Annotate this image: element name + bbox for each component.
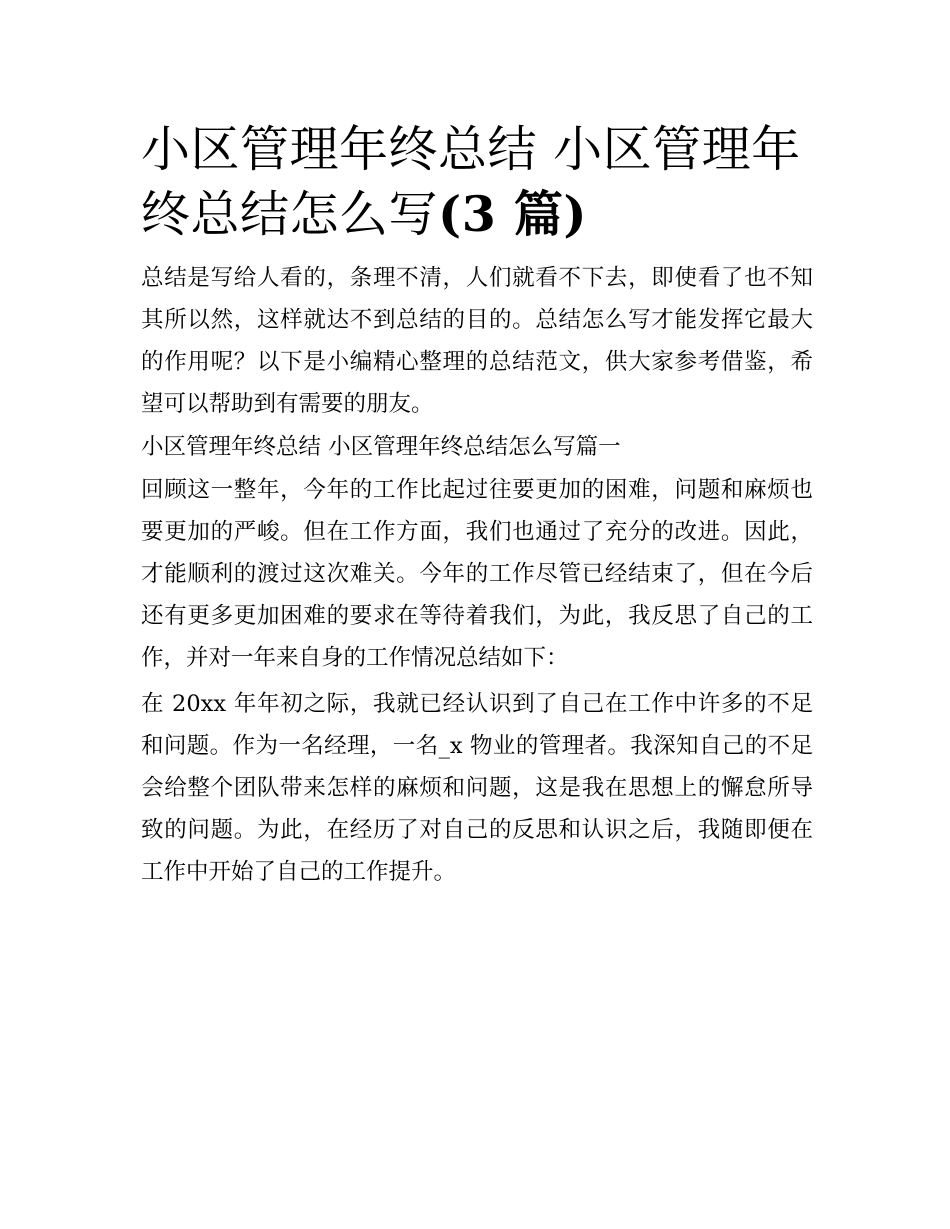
intro-paragraph: 总结是写给人看的，条理不清，人们就看不下去，即使看了也不知其所以然，这样就达不到总结的目的。总结怎么写才能发挥它最大的作用呢？以下是小编精心整理的总结范文，供大家参考借鉴，希望可以帮助到有需要的朋友。 (141, 265, 813, 417)
document-title (141, 118, 813, 247)
document-content (141, 118, 813, 893)
document-title-main: 小区管理年终总结 小区管理年终总结怎么写 (141, 121, 801, 243)
section-heading: 小区管理年终总结 小区管理年终总结怎么写篇一 (141, 434, 621, 460)
body-paragraph-1: 回顾这一整年，今年的工作比起过往要更加的困难，问题和麻烦也要更加的严峻。但在工作方面，我们也通过了充分的改进。因此，才能顺利的渡过这次难关。今年的工作尽管已经结束了，但在今后还有更多更加困难的要求在等待着我们，为此，我反思了自己的工作，并对一年来自身的工作情况总结如下： (141, 477, 813, 671)
document-title-suffix: (3 篇) (438, 185, 588, 243)
body-paragraph-2: 在 20xx 年年初之际，我就已经认识到了自己在工作中许多的不足和问题。作为一名经理，一名_x 物业的管理者。我深知自己的不足会给整个团队带来怎样的麻烦和问题，这是我在思想上的懈怠所导致的问题。为此，在经历了对自己的反思和认识之后，我随即便在工作中开始了自己的工作提升。 (141, 691, 813, 885)
